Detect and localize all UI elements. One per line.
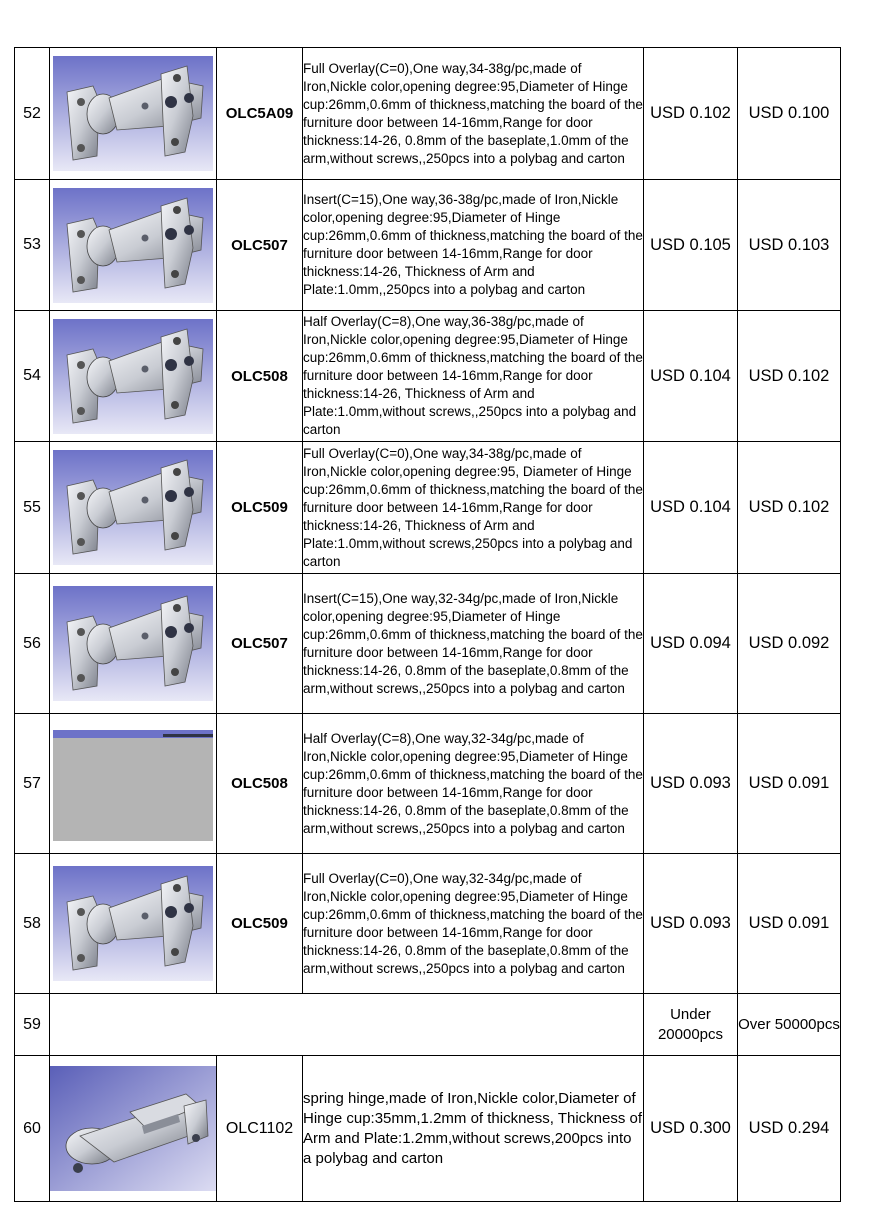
price-over-50000: USD 0.091 — [738, 854, 841, 994]
product-photo-cell — [50, 714, 217, 854]
product-description: Full Overlay(C=0),One way,34-38g/pc,made of Iron,Nickle color,opening degree:95,Diameter of Hinge cup:26mm,0.6mm of thickness,matching the board of the furniture door between 14-16mm,Range for door thickness:14-26, 0.8mm of the baseplate,1.0mm of the arm,without screws,,250pcs into a polybag and carton — [303, 48, 644, 180]
product-description: Insert(C=15),One way,32-34g/pc,made of Iron,Nickle color,opening degree:95,Diameter of Hinge cup:26mm,0.6mm of thickness,matching the board of the furniture door between 14-16mm,Range for door thickness:14-26, 0.8mm of the baseplate,0.8mm of the arm,without screws,,250pcs into a polybag and carton — [303, 574, 644, 714]
row-number: 56 — [15, 574, 50, 714]
hinge-photo — [53, 586, 213, 701]
product-description: Full Overlay(C=0),One way,32-34g/pc,made of Iron,Nickle color,opening degree:95,Diameter of Hinge cup:26mm,0.6mm of thickness,matching the board of the furniture door between 14-16mm,Range for door thickness:14-26, 0.8mm of the baseplate,0.8mm of the arm,without screws,,250pcs into a polybag and carton — [303, 854, 644, 994]
price-under-20000: USD 0.102 — [644, 48, 738, 180]
price-under-20000: USD 0.300 — [644, 1056, 738, 1202]
model-code: OLC1102 — [217, 1056, 303, 1202]
price-over-50000: USD 0.100 — [738, 48, 841, 180]
concealed-hinge-illustration — [53, 586, 213, 701]
product-photo-cell — [50, 854, 217, 994]
concealed-hinge-illustration — [53, 319, 213, 434]
row-number: 59 — [15, 994, 50, 1056]
table-row — [15, 574, 841, 714]
model-code: OLC508 — [217, 311, 303, 442]
model-code: OLC507 — [217, 180, 303, 311]
row-number: 57 — [15, 714, 50, 854]
table-row — [15, 1056, 841, 1202]
product-photo-cell — [50, 442, 217, 574]
price-over-50000: USD 0.092 — [738, 574, 841, 714]
table-row — [15, 442, 841, 574]
product-photo-cell — [50, 180, 217, 311]
product-description: spring hinge,made of Iron,Nickle color,Diameter of Hinge cup:35mm,1.2mm of thickness, Thickness of Arm and Plate:1.2mm,without screws,200pcs into a polybag and carton — [303, 1056, 644, 1202]
table-row — [15, 311, 841, 442]
table-row — [15, 714, 841, 854]
price-over-50000: USD 0.103 — [738, 180, 841, 311]
table-row — [15, 854, 841, 994]
price-under-20000: USD 0.105 — [644, 180, 738, 311]
product-photo-cell — [50, 574, 217, 714]
model-code: OLC5A09 — [217, 48, 303, 180]
row-number: 54 — [15, 311, 50, 442]
price-under-20000: USD 0.104 — [644, 311, 738, 442]
tier-under-20000pcs: Under 20000pcs — [644, 994, 738, 1056]
hinge-photo — [53, 866, 213, 981]
product-description: Half Overlay(C=8),One way,36-38g/pc,made of Iron,Nickle color,opening degree:95,Diameter of Hinge cup:26mm,0.6mm of thickness,matching the board of the furniture door between 14-16mm,Range for door thickness:14-26, Thickness of Arm and Plate:1.0mm,without screws,,250pcs into a polybag and carton — [303, 311, 644, 442]
price-under-20000: USD 0.094 — [644, 574, 738, 714]
concealed-hinge-illustration — [53, 866, 213, 981]
tier-header-row — [15, 994, 841, 1056]
price-over-50000: USD 0.102 — [738, 442, 841, 574]
tier-over-50000pcs: Over 50000pcs — [738, 994, 841, 1056]
row-number: 52 — [15, 48, 50, 180]
price-under-20000: USD 0.104 — [644, 442, 738, 574]
price-table — [14, 47, 841, 1202]
concealed-hinge-illustration — [53, 188, 213, 303]
hinge-photo — [53, 450, 213, 565]
spring-hinge-photo — [50, 1066, 216, 1191]
row-number: 60 — [15, 1056, 50, 1202]
product-description: Full Overlay(C=0),One way,34-38g/pc,made of Iron,Nickle color,opening degree:95, Diameter of Hinge cup:26mm,0.6mm of thickness,matching the board of the furniture door between 14-16mm,Range for door thickness:14-26, Thickness of Arm and Plate:1.0mm,without screws,250pcs into a polybag and carton — [303, 442, 644, 574]
model-code: OLC509 — [217, 854, 303, 994]
placeholder-illustration — [53, 726, 213, 841]
model-code: OLC509 — [217, 442, 303, 574]
product-photo-cell — [50, 311, 217, 442]
row-number: 58 — [15, 854, 50, 994]
row-number: 53 — [15, 180, 50, 311]
product-photo-cell — [50, 1056, 217, 1202]
spring-hinge-illustration — [50, 1066, 216, 1191]
model-code: OLC508 — [217, 714, 303, 854]
table-row — [15, 180, 841, 311]
price-over-50000: USD 0.102 — [738, 311, 841, 442]
empty-merged-cell — [50, 994, 644, 1056]
placeholder-photo — [53, 726, 213, 841]
concealed-hinge-illustration — [53, 450, 213, 565]
concealed-hinge-illustration — [53, 56, 213, 171]
hinge-photo — [53, 319, 213, 434]
row-number: 55 — [15, 442, 50, 574]
product-description: Half Overlay(C=8),One way,32-34g/pc,made of Iron,Nickle color,opening degree:95,Diameter of Hinge cup:26mm,0.6mm of thickness,matching the board of the furniture door between 14-16mm,Range for door thickness:14-26, 0.8mm of the baseplate,0.8mm of the arm,without screws,,250pcs into a polybag and carton — [303, 714, 644, 854]
hinge-photo — [53, 188, 213, 303]
price-under-20000: USD 0.093 — [644, 714, 738, 854]
product-photo-cell — [50, 48, 217, 180]
price-under-20000: USD 0.093 — [644, 854, 738, 994]
table-row — [15, 48, 841, 180]
model-code: OLC507 — [217, 574, 303, 714]
price-over-50000: USD 0.294 — [738, 1056, 841, 1202]
product-description: Insert(C=15),One way,36-38g/pc,made of Iron,Nickle color,opening degree:95,Diameter of Hinge cup:26mm,0.6mm of thickness,matching the board of the furniture door between 14-16mm,Range for door thickness:14-26, Thickness of Arm and Plate:1.0mm,,250pcs into a polybag and carton — [303, 180, 644, 311]
hinge-photo — [53, 56, 213, 171]
price-over-50000: USD 0.091 — [738, 714, 841, 854]
